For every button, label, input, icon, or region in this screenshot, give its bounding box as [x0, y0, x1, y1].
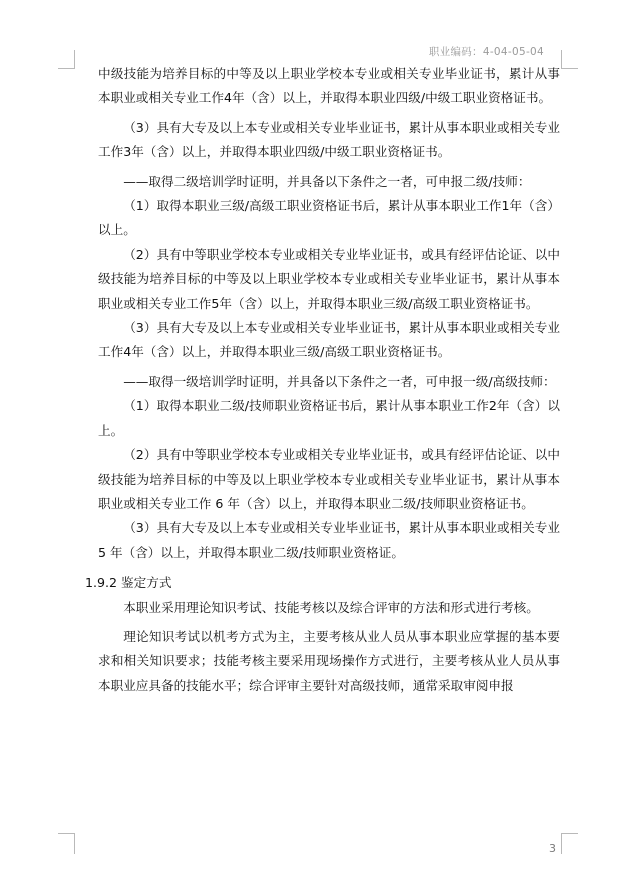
condition-item: （3）具有大专及以上本专业或相关专业毕业证书，累计从事本职业或相关专业工作3年（含）以上，并取得本职业四级/中级工职业资格证书。 [98, 119, 560, 160]
level-1-requirements-intro: ——取得一级培训学时证明，并具备以下条件之一者，可申报一级/高级技师： [123, 373, 556, 389]
condition-item: （1）取得本职业三级/高级工职业资格证书后，累计从事本职业工作1年（含）以上。 [98, 198, 560, 238]
level-2-requirements-intro: ——取得二级培训学时证明，并具备以下条件之一者，可申报二级/技师： [123, 173, 531, 189]
condition-item: （2）具有中等职业学校本专业或相关专业毕业证书，或具有经评估论证、以中级技能为培养目标的中等及以上职业学校本专业或相关专业毕业证书，累计从事本职业或相关专业工作 6 年（含）以上，并取得本职业二级/技师职业资格证书。 [98, 447, 560, 511]
condition-item: （1）取得本职业二级/技师职业资格证书后，累计从事本职业工作2年（含）以上。 [98, 398, 560, 438]
page-number: 3 [549, 842, 556, 855]
crop-mark-top-right [561, 50, 578, 69]
section-paragraph: 本职业采用理论知识考试、技能考核以及综合评审的方法和形式进行考核。 [123, 599, 539, 615]
paragraph-continuation: 中级技能为培养目标的中等及以上职业学校本专业或相关专业毕业证书，累计从事本职业或相关专业工作4年（含）以上，并取得本职业四级/中级工职业资格证书。 [98, 66, 560, 106]
section-heading: 1.9.2 鉴定方式 [85, 575, 172, 591]
document-body [85, 62, 560, 698]
condition-item: （3）具有大专及以上本专业或相关专业毕业证书，累计从事本职业或相关专业 5 年（含）以上，并取得本职业二级/技师职业资格证。 [98, 520, 560, 560]
section-paragraph: 理论知识考试以机考方式为主，主要考核从业人员从事本职业应掌握的基本要求和相关知识要求；技能考核主要采用现场操作方式进行，主要考核从业人员从事本职业应具备的技能水平；综合评审主要针对高级技师，通常采取审阅申报 [98, 628, 560, 693]
crop-mark-top-left [58, 50, 75, 69]
crop-mark-bottom-left [58, 833, 75, 854]
condition-item: （2）具有中等职业学校本专业或相关专业毕业证书，或具有经评估论证、以中级技能为培养目标的中等及以上职业学校本专业或相关专业毕业证书，累计从事本职业或相关专业工作5年（含）以上，并取得本职业三级/高级工职业资格证书。 [98, 246, 560, 311]
occupation-code-header: 职业编码：4-04-05-04 [428, 46, 544, 58]
condition-item: （3）具有大专及以上本专业或相关专业毕业证书，累计从事本职业或相关专业工作4年（含）以上，并取得本职业三级/高级工职业资格证书。 [98, 320, 560, 360]
crop-mark-bottom-right [561, 833, 578, 854]
